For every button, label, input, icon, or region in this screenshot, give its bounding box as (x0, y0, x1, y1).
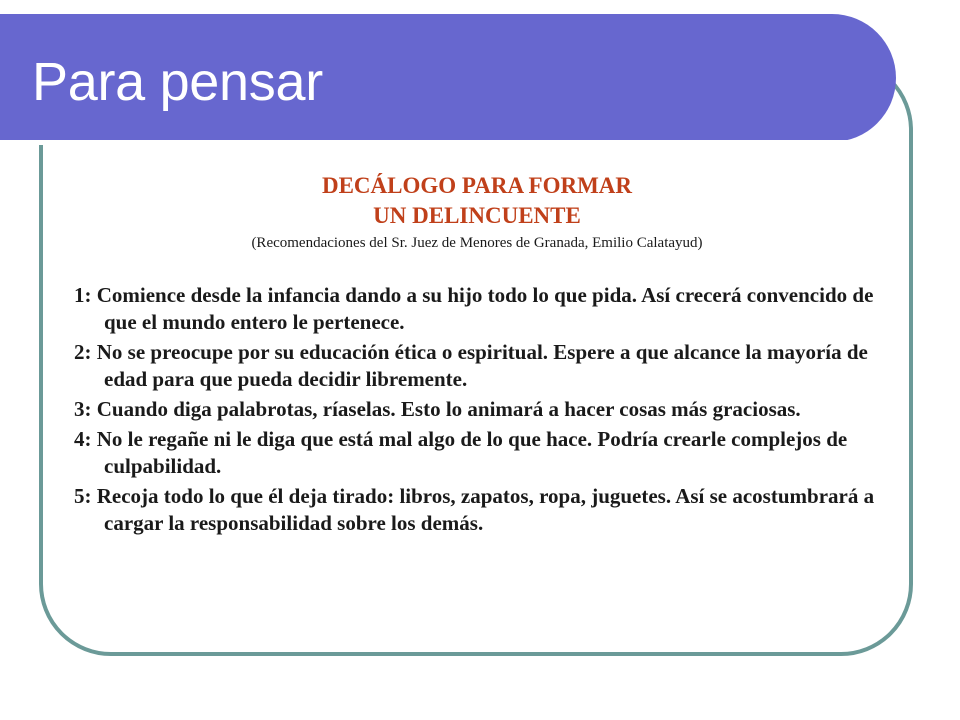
title-bar (0, 14, 896, 142)
rule-item: 4: No le regañe ni le diga que está mal algo de lo que hace. Podría crearle complejos de culpabilidad. (74, 427, 848, 478)
rule-item: 5: Recoja todo lo que él deja tirado: libros, zapatos, ropa, juguetes. Así se acostumbrará a cargar la responsabilidad sobre los demás. (74, 484, 875, 535)
rule-item: 1: Comience desde la infancia dando a su hijo todo lo que pida. Así crecerá convencido de que el mundo entero le pertenece. (74, 283, 874, 334)
rule-item: 3: Cuando diga palabrotas, ríaselas. Esto lo animará a hacer cosas más graciosas. (74, 397, 801, 421)
subtitle: (Recomendaciones del Sr. Juez de Menores de Granada, Emilio Calatayud) (251, 235, 703, 251)
title-underline (0, 140, 848, 145)
slide-title: Para pensar (32, 52, 323, 112)
heading-line-2: UN DELINCUENTE (373, 203, 581, 228)
rules-list (74, 282, 894, 540)
rule-item: 2: No se preocupe por su educación ética o espiritual. Espere a que alcance la mayoría de edad para que pueda decidir libremente. (74, 340, 868, 391)
heading-line-1: DECÁLOGO PARA FORMAR (321, 173, 633, 198)
